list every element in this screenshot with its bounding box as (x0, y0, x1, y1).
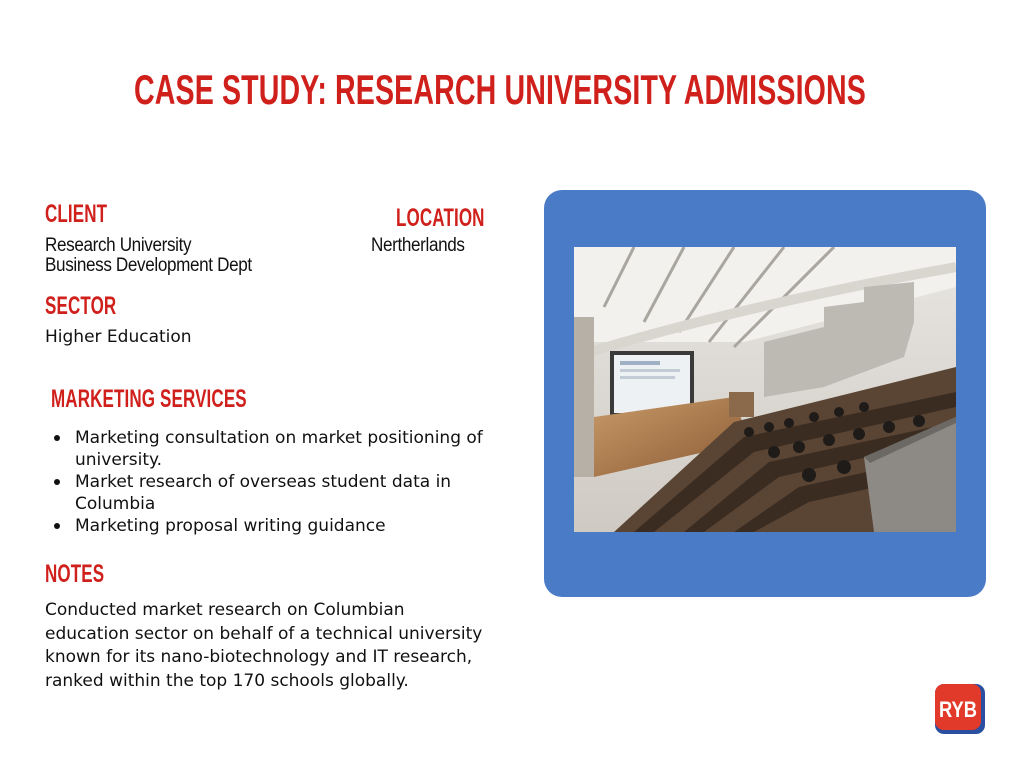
sector-heading: SECTOR (45, 292, 117, 320)
notes-text: Conducted market research on Columbian education sector on behalf of a technical university known for its nano-biotechnology and IT research, ranked within the top 170 schools globally. (45, 600, 483, 691)
location-heading: LOCATION (396, 204, 485, 232)
ryb-logo (935, 684, 985, 734)
notes-heading: NOTES (45, 560, 105, 588)
services-list (45, 427, 535, 537)
lecture-hall-photo (574, 247, 956, 532)
client-department: Business Development Dept (45, 255, 252, 276)
location-value: Nertherlands (371, 235, 465, 256)
client-name: Research University (45, 235, 192, 256)
client-heading: CLIENT (45, 200, 108, 228)
services-item: Marketing consultation on market positioning of university. (45, 427, 535, 471)
services-heading: MARKETING SERVICES (51, 385, 247, 413)
services-item: Marketing proposal writing guidance (45, 515, 535, 537)
logo-text: RYB (939, 697, 977, 722)
page-title: CASE STUDY: RESEARCH UNIVERSITY ADMISSIONS (134, 66, 866, 113)
services-item: Market research of overseas student data in Columbia (45, 471, 535, 515)
sector-value: Higher Education (45, 327, 192, 347)
